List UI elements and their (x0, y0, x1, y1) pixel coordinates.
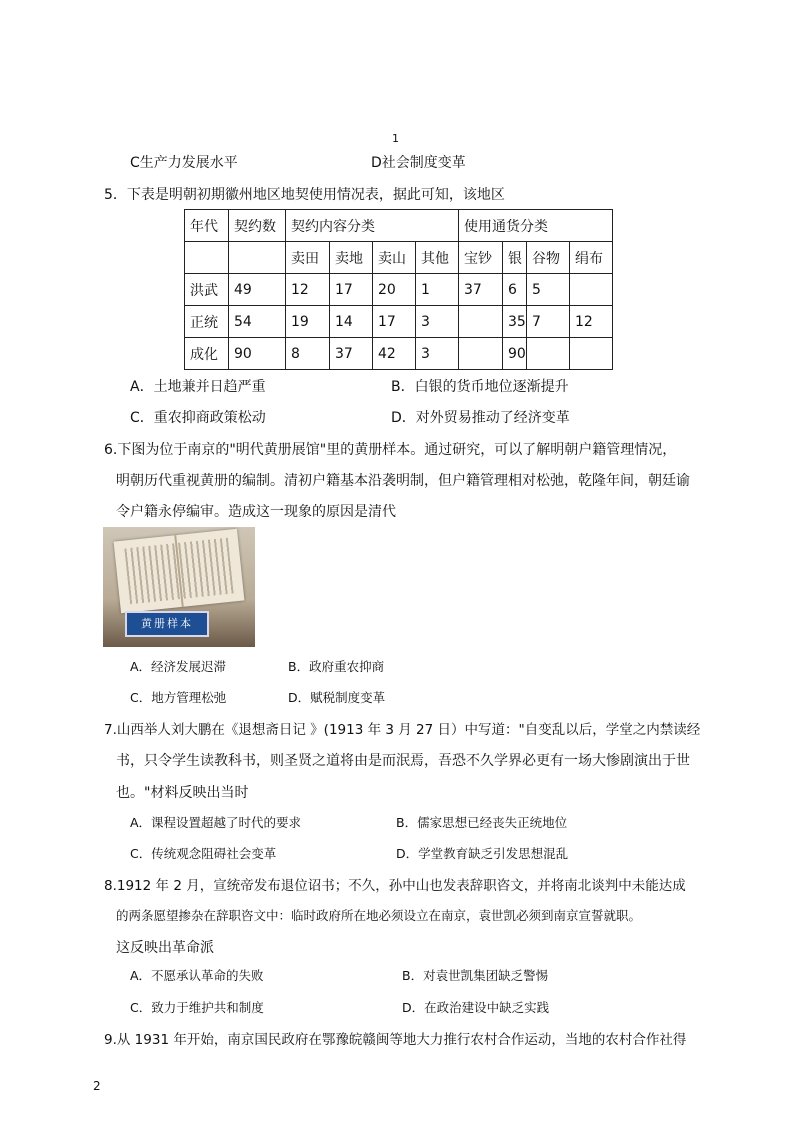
q5-option-d: D．对外贸易推动了经济变革 (391, 410, 570, 426)
table-cell: 1 (416, 274, 459, 306)
table-cell: 6 (503, 274, 527, 306)
subheader-cell: 其他 (416, 242, 459, 274)
table-cell: 90 (229, 338, 286, 370)
q7-stem-line3: 也。"材料反映出当时 (116, 785, 249, 801)
table-cell: 54 (229, 306, 286, 338)
open-book-image (114, 529, 245, 614)
table-cell: 49 (229, 274, 286, 306)
table-cell (527, 338, 570, 370)
table-cell: 37 (330, 338, 373, 370)
table-cell: 12 (286, 274, 330, 306)
table-cell: 35 (503, 306, 527, 338)
table-cell: 3 (416, 306, 459, 338)
table-cell: 8 (286, 338, 330, 370)
table-cell (459, 338, 503, 370)
subheader-cell: 绢布 (570, 242, 613, 274)
table-row (185, 306, 613, 338)
subheader-cell: 宝钞 (459, 242, 503, 274)
q5-option-a: A．土地兼并日趋严重 (130, 379, 266, 395)
q8-option-c: C．致力于维护共和制度 (130, 1000, 264, 1015)
table-cell: 洪武 (185, 274, 229, 306)
table-cell: 20 (373, 274, 416, 306)
subheader-cell: 谷物 (527, 242, 570, 274)
table-cell (459, 306, 503, 338)
q7-option-c: C．传统观念阻碍社会变革 (130, 846, 277, 861)
subheader-cell: 卖地 (330, 242, 373, 274)
q7-stem-line1: 7.山西举人刘大鹏在《退想斋日记 》(1913 年 3 月 27 日）中写道："自变乱以后，学堂之内禁读经 (104, 722, 701, 738)
empty-cell (185, 242, 229, 274)
q6-option-b: B．政府重农抑商 (288, 659, 385, 674)
table-cell: 42 (373, 338, 416, 370)
page-mark: 1 (392, 132, 399, 145)
table-row (185, 338, 613, 370)
contract-table (184, 209, 613, 370)
prev-option-d: D社会制度变革 (371, 155, 466, 171)
header-cell: 契约数 (229, 210, 286, 242)
handwriting-texture (124, 538, 233, 605)
header-cell: 使用通货分类 (459, 210, 613, 242)
q7-option-d: D．学堂教育缺乏引发思想混乱 (396, 846, 569, 861)
q8-stem-line1: 8.1912 年 2 月，宣统帝发布退位诏书；不久，孙中山也发表辞职咨文，并将南北谈判中未能达成 (104, 878, 686, 894)
q8-stem-line3: 这反映出革命派 (116, 940, 214, 956)
q5-option-b: B．白银的货币地位逐渐提升 (391, 379, 569, 395)
q8-option-b: B．对袁世凯集团缺乏警惕 (402, 968, 549, 983)
q7-stem-line2: 书，只令学生读教科书，则圣贤之道将由是而泯焉，吾恐不久学界必更有一场大惨剧演出于世 (116, 753, 690, 769)
q6-stem-line3: 令户籍永停编审。造成这一现象的原因是清代 (116, 504, 396, 520)
table-cell: 3 (416, 338, 459, 370)
table-cell (570, 274, 613, 306)
table-cell: 37 (459, 274, 503, 306)
q8-stem-line2: 的两条愿望掺杂在辞职咨文中：临时政府所在地必须设立在南京，袁世凯必须到南京宣誓就职。 (116, 908, 642, 923)
table-cell: 90 (503, 338, 527, 370)
table-cell: 17 (373, 306, 416, 338)
header-cell: 契约内容分类 (286, 210, 459, 242)
subheader-cell: 卖田 (286, 242, 330, 274)
q7-option-a: A．课程设置超越了时代的要求 (130, 815, 302, 830)
q9-stem-line1: 9.从 1931 年开始，南京国民政府在鄂豫皖赣闽等地大力推行农村合作运动，当地的农村合作社得 (104, 1032, 687, 1048)
q7-option-b: B．儒家思想已经丧失正统地位 (396, 815, 568, 830)
q6-option-c: C．地方管理松弛 (130, 690, 227, 705)
table-subheader-row (185, 242, 613, 274)
photo-caption-plaque: 黄册样本 (125, 611, 209, 637)
yellow-register-photo (103, 527, 255, 647)
table-cell: 12 (570, 306, 613, 338)
q5-option-c: C．重农抑商政策松动 (130, 410, 266, 426)
header-cell: 年代 (185, 210, 229, 242)
q6-option-a: A．经济发展迟滞 (130, 659, 227, 674)
table-cell: 14 (330, 306, 373, 338)
table-cell: 7 (527, 306, 570, 338)
q8-option-d: D．在政治建设中缺乏实践 (402, 1000, 550, 1015)
table-row (185, 274, 613, 306)
table-cell: 5 (527, 274, 570, 306)
q6-stem-line2: 明朝历代重视黄册的编制。清初户籍基本沿袭明制，但户籍管理相对松弛，乾隆年间，朝廷谕 (116, 473, 690, 489)
table-cell (570, 338, 613, 370)
subheader-cell: 卖山 (373, 242, 416, 274)
prev-option-c: C生产力发展水平 (130, 155, 238, 171)
q6-option-d: D．赋税制度变革 (288, 690, 386, 705)
q6-stem-line1: 6.下图为位于南京的"明代黄册展馆"里的黄册样本。通过研究，可以了解明朝户籍管理情况， (104, 442, 677, 458)
table-cell: 成化 (185, 338, 229, 370)
page-number: 2 (93, 1079, 101, 1093)
q5-stem: 5．下表是明朝初期徽州地区地契使用情况表，据此可知，该地区 (104, 187, 505, 203)
table-cell: 正统 (185, 306, 229, 338)
table-cell: 17 (330, 274, 373, 306)
table-header-row (185, 210, 613, 242)
table-cell: 19 (286, 306, 330, 338)
subheader-cell: 银 (503, 242, 527, 274)
q8-option-a: A．不愿承认革命的失败 (130, 968, 264, 983)
empty-cell (229, 242, 286, 274)
